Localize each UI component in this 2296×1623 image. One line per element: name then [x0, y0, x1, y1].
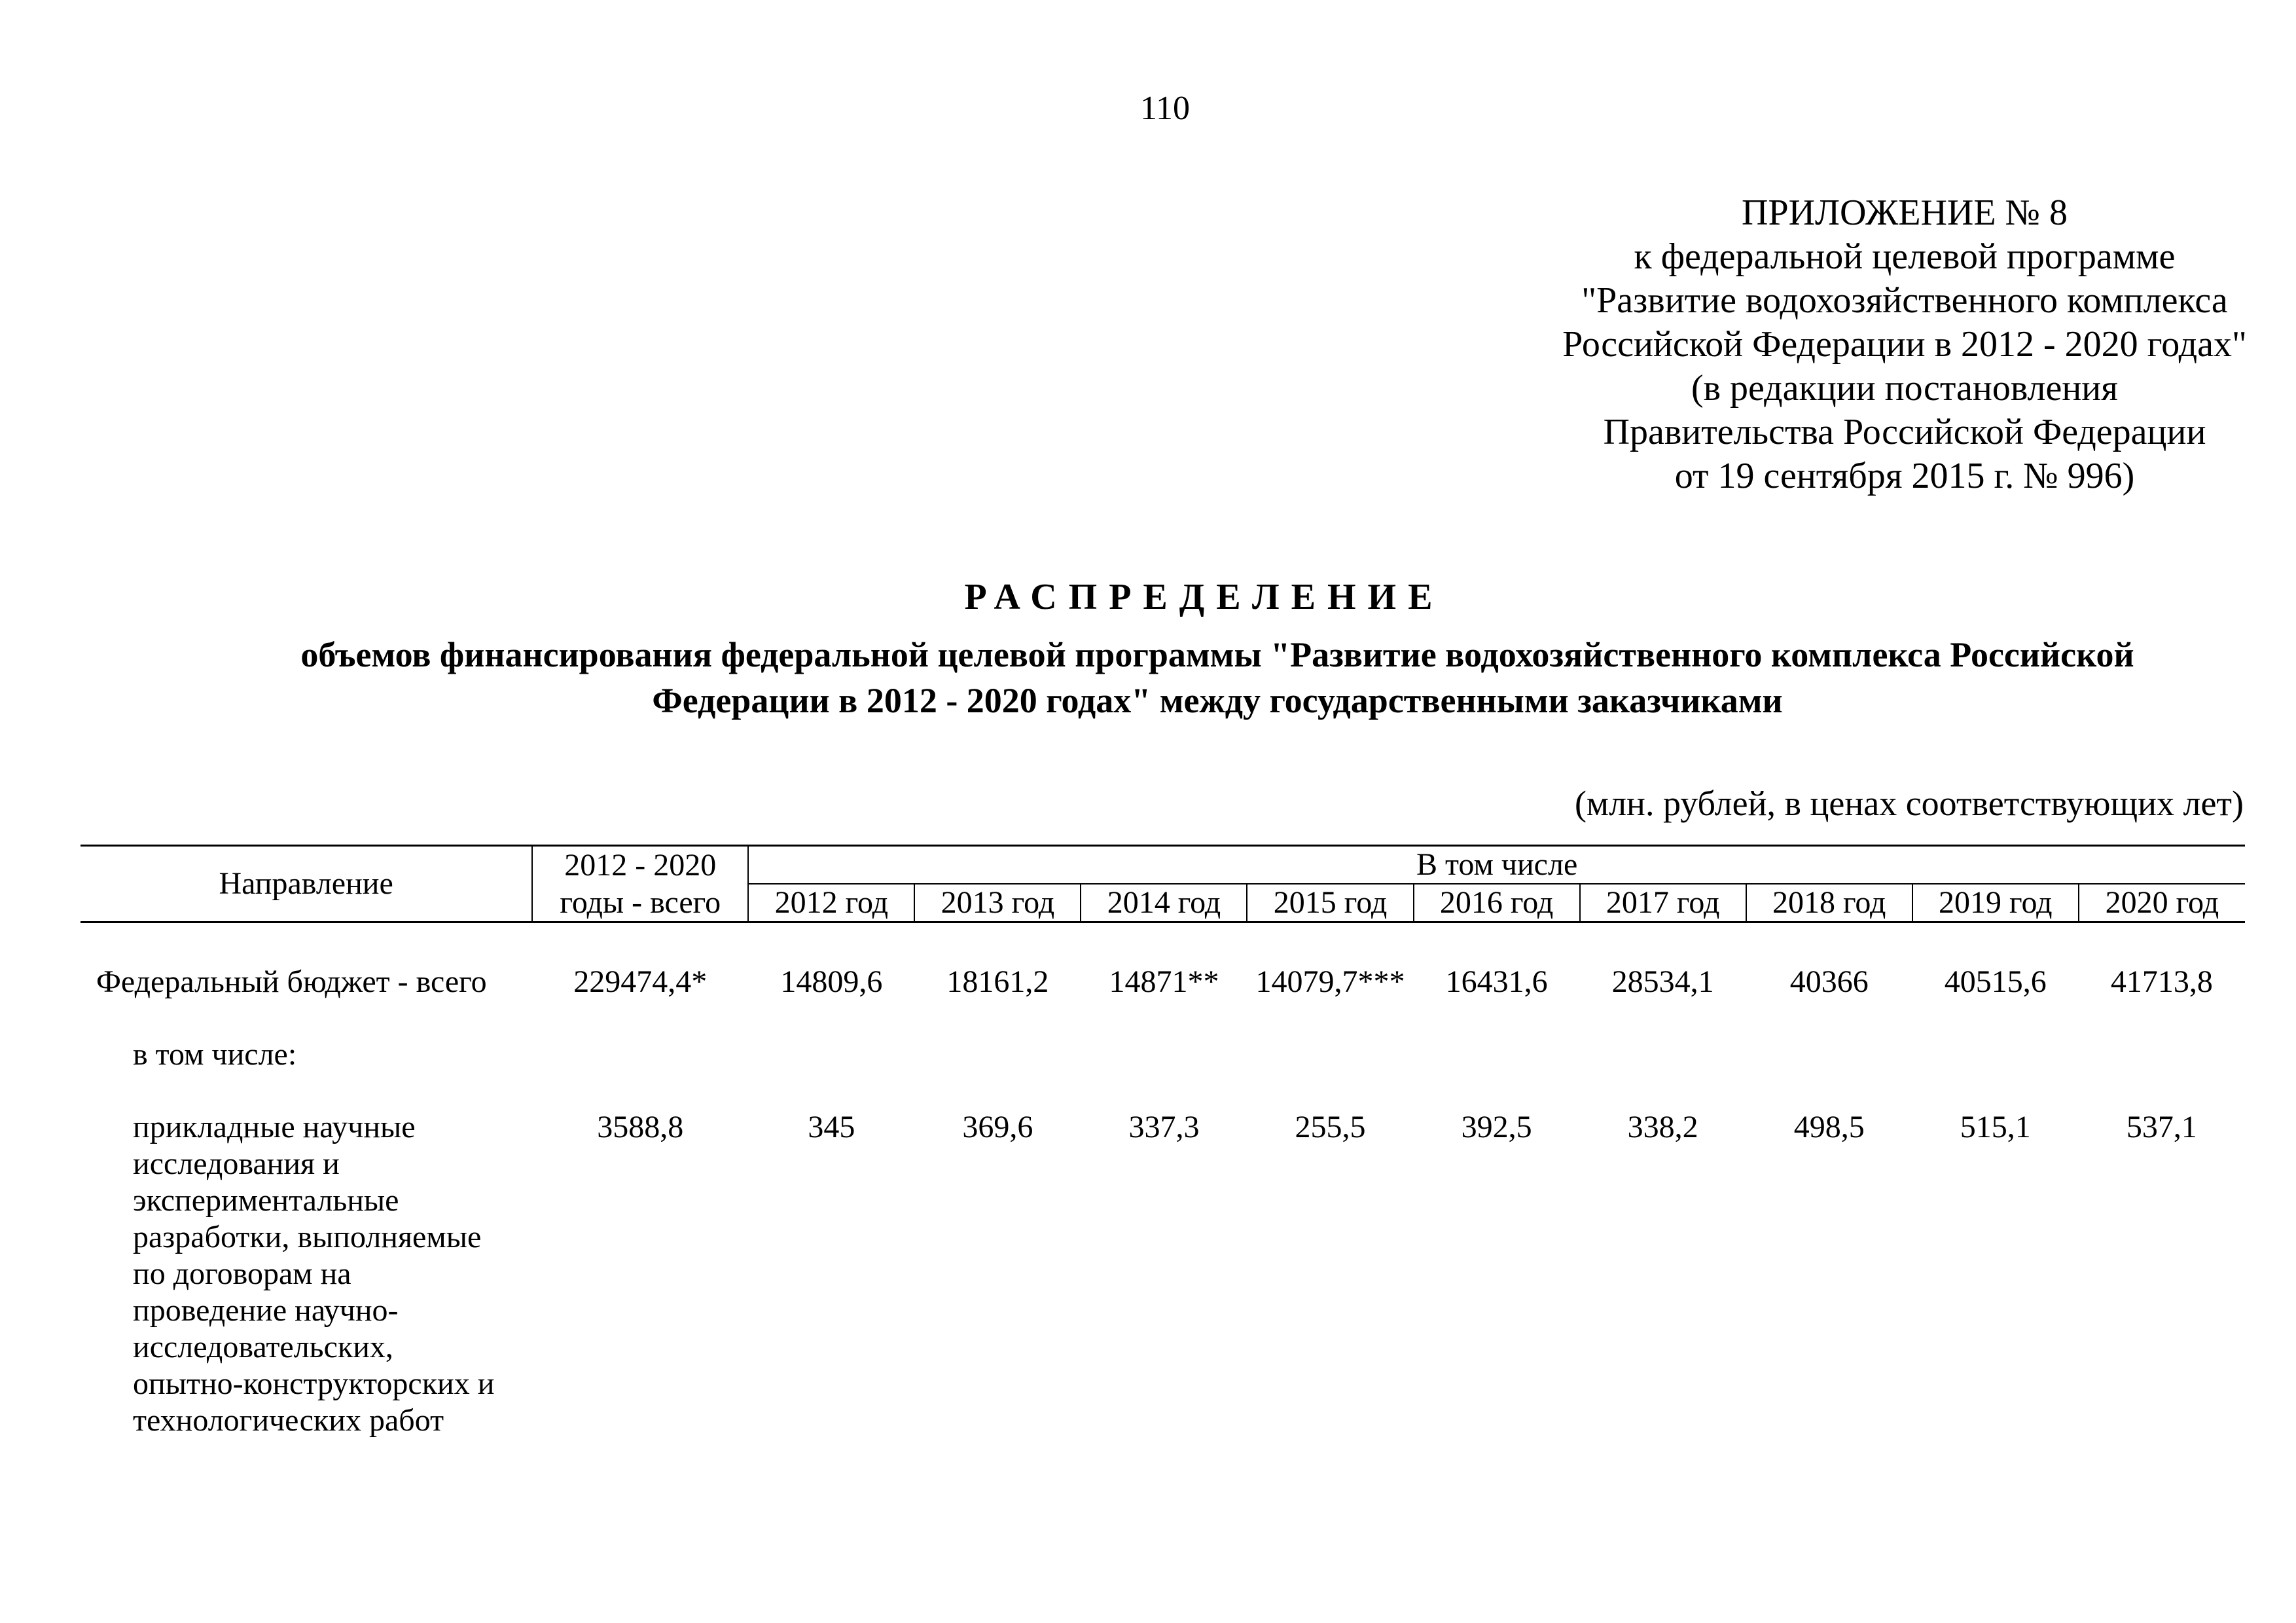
cell-value: 498,5: [1793, 1110, 1865, 1144]
cell-value: 338,2: [1627, 1110, 1698, 1144]
header-year: 2017 год: [1580, 884, 1746, 922]
cell-value: 515,1: [1960, 1110, 2031, 1144]
row-label-line: экспериментальные: [133, 1183, 399, 1218]
cell-value: 14809,6: [780, 964, 883, 999]
cell-value: 255,5: [1295, 1110, 1366, 1144]
appendix-line: "Развитие водохозяйственного комплекса: [1581, 280, 2228, 321]
row-label-line: исследования и: [133, 1146, 340, 1181]
appendix-line: от 19 сентября 2015 г. № 996): [1674, 456, 2135, 496]
appendix-line: к федеральной целевой программе: [1634, 236, 2176, 277]
row-label-line: опытно-конструкторских и: [133, 1366, 495, 1401]
table-row-research: [81, 1109, 2245, 1439]
row-label-line: технологических работ: [133, 1403, 444, 1438]
row-label-line: по договорам на: [133, 1256, 351, 1291]
appendix-line: Правительства Российской Федерации: [1603, 412, 2206, 452]
header-total-period: 2012 - 2020: [532, 846, 748, 884]
row-label-line: проведение научно-: [133, 1293, 399, 1328]
table-row-federal-budget: [81, 964, 2245, 1000]
row-label: [81, 1109, 532, 1439]
header-year: 2020 год: [2079, 884, 2245, 922]
cell-value: 14871**: [1109, 964, 1219, 999]
appendix-line: (в редакции постановления: [1691, 368, 2119, 409]
cell-value: 41713,8: [2110, 964, 2213, 999]
table-row-including: [81, 1036, 2245, 1073]
subtitle-line: Федерации в 2012 - 2020 годах" между государственными заказчиками: [652, 681, 1783, 720]
row-label: Федеральный бюджет - всего: [96, 964, 487, 999]
cell-value: 337,3: [1128, 1110, 1200, 1144]
header-year: 2019 год: [1912, 884, 2079, 922]
cell-value: 14079,7***: [1255, 964, 1405, 999]
cell-total: 229474,4*: [573, 964, 708, 999]
appendix-line: Российской Федерации в 2012 - 2020 годах": [1562, 324, 2247, 365]
subtitle-line: объемов финансирования федеральной целевой программы "Развитие водохозяйственного комплекса Российской: [300, 635, 2134, 674]
units-note: (млн. рублей, в ценах соответствующих лет): [1574, 784, 2244, 823]
document-title: РАСПРЕДЕЛЕНИЕ: [964, 577, 1444, 617]
header-direction: Направление: [81, 846, 532, 922]
document-subtitle: [196, 632, 2238, 723]
header-including: В том числе: [748, 846, 2245, 884]
funding-table: [81, 845, 2245, 1439]
row-label: в том числе:: [133, 1037, 297, 1072]
cell-value: 537,1: [2126, 1110, 2197, 1144]
row-label-line: разработки, выполняемые: [133, 1220, 482, 1254]
cell-value: 28534,1: [1611, 964, 1714, 999]
cell-value: 40366: [1789, 964, 1869, 999]
cell-value: 18161,2: [946, 964, 1049, 999]
row-label-line: исследовательских,: [133, 1330, 393, 1364]
header-year: 2013 год: [914, 884, 1081, 922]
cell-value: 369,6: [962, 1110, 1033, 1144]
appendix-header: [1499, 191, 2296, 498]
appendix-line: ПРИЛОЖЕНИЕ № 8: [1742, 192, 2068, 233]
header-year: 2015 год: [1247, 884, 1413, 922]
header-total-label: годы - всего: [532, 884, 748, 922]
cell-value: 40515,6: [1944, 964, 2047, 999]
cell-value: 16431,6: [1445, 964, 1548, 999]
header-year: 2012 год: [748, 884, 914, 922]
page-number: 110: [1139, 90, 1191, 127]
cell-total: 3588,8: [597, 1110, 684, 1144]
cell-value: 345: [808, 1110, 855, 1144]
header-year: 2018 год: [1746, 884, 1912, 922]
cell-value: 392,5: [1461, 1110, 1532, 1144]
row-label-line: прикладные научные: [133, 1110, 416, 1144]
header-year: 2014 год: [1081, 884, 1247, 922]
header-year: 2016 год: [1414, 884, 1580, 922]
